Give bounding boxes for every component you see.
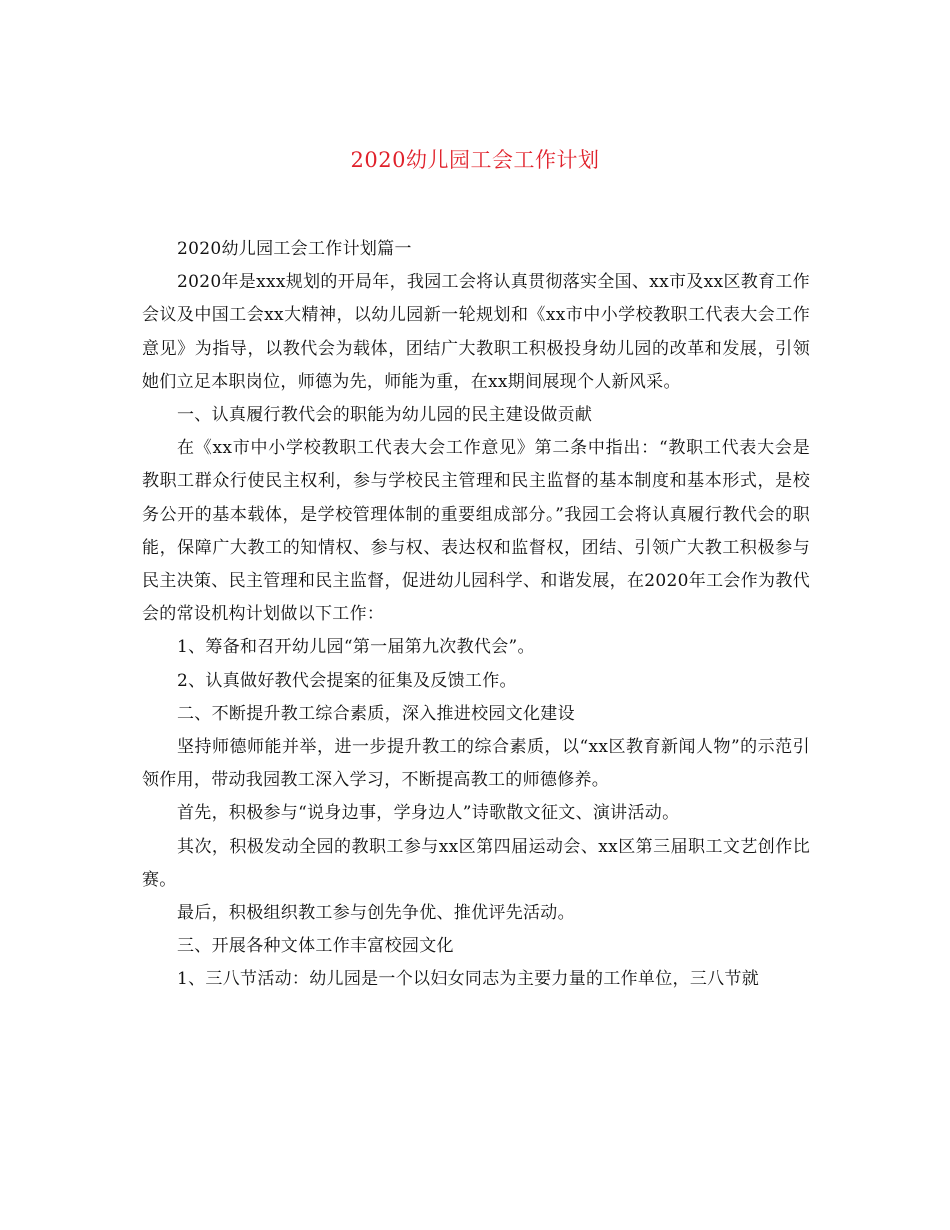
paragraph: 坚持师德师能并举，进一步提升教工的综合素质，以“xx区教育新闻人物”的示范引领作用，带动我园教工深入学习，不断提高教工的师德修养。 [142, 737, 810, 791]
section-heading-2: 二、不断提升教工综合素质，深入推进校园文化建设 [177, 703, 575, 724]
list-item: 1、三八节活动：幼儿园是一个以妇女同志为主要力量的工作单位，三八节就 [177, 969, 760, 990]
document-body [142, 233, 810, 997]
paragraph: 在《xx市中小学校教职工代表大会工作意见》第二条中指出：“教职工代表大会是教职工群众行使民主权利，参与学校民主管理和民主监督的基本制度和基本形式，是校务公开的基本载体，是学校管理体制的重要组成部分。”我园工会将认真履行教代会的职能，保障广大教工的知情权、参与权、表达权和监督权，团结、引领广大教工积极参与民主决策、民主管理和民主监督，促进幼儿园科学、和谐发展，在2020年工会作为教代会的常设机构计划做以下工作： [142, 438, 810, 625]
paragraph: 其次，积极发动全园的教职工参与xx区第四届运动会、xx区第三届职工文艺创作比赛。 [142, 836, 810, 890]
paragraph-intro: 2020年是xxx规划的开局年，我园工会将认真贯彻落实全国、xx市及xx区教育工作会议及中国工会xx大精神，以幼儿园新一轮规划和《xx市中小学校教职工代表大会工作意见》为指导，以教代会为载体，团结广大教职工积极投身幼儿园的改革和发展，引领她们立足本职岗位，师德为先，师能为重，在xx期间展现个人新风采。 [142, 272, 810, 392]
section-heading-1: 一、认真履行教代会的职能为幼儿园的民主建设做贡献 [177, 405, 593, 426]
paragraph-subtitle: 2020幼儿园工会工作计划篇一 [177, 239, 412, 259]
document-title: 2020幼儿园工会工作计划 [350, 148, 600, 172]
paragraph: 首先，积极参与“说身边事，学身边人”诗歌散文征文、演讲活动。 [177, 803, 680, 824]
section-heading-3: 三、开展各种文体工作丰富校园文化 [177, 936, 454, 957]
list-item: 2、认真做好教代会提案的征集及反馈工作。 [177, 670, 517, 691]
list-item: 1、筹备和召开幼儿园“第一届第九次教代会”。 [177, 637, 535, 658]
paragraph: 最后，积极组织教工参与创先争优、推优评先活动。 [177, 903, 575, 924]
